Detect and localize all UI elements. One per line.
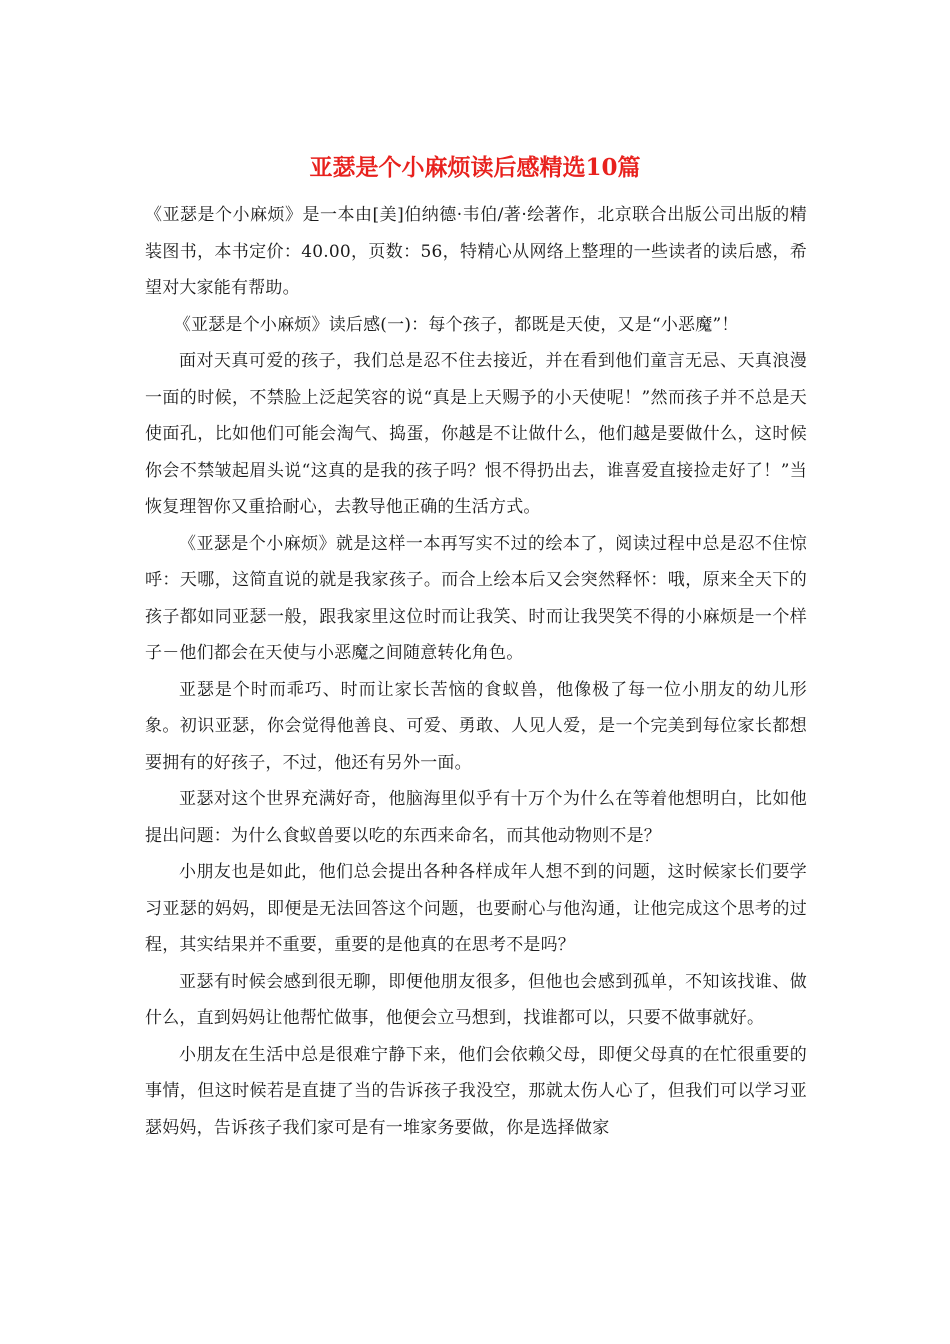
paragraph-intro: 《亚瑟是个小麻烦》是一本由[美]伯纳德·韦伯/著·绘著作，北京联合出版公司出版的精装图书，本书定价：40.00，页数：56，特精心从网络上整理的一些读者的读后感，希望对大家能有帮助。 [145,205,807,298]
document-title: 亚瑟是个小麻烦读后感精选10篇 [309,154,641,181]
paragraph: 亚瑟对这个世界充满好奇，他脑海里似乎有十万个为什么在等着他想明白，比如他提出问题：为什么食蚁兽要以吃的东西来命名，而其他动物则不是？ [145,789,807,846]
paragraph: 《亚瑟是个小麻烦》就是这样一本再写实不过的绘本了，阅读过程中总是忍不住惊呼：天哪，这简直说的就是我家孩子。而合上绘本后又会突然释怀：哦，原来全天下的孩子都如同亚瑟一般，跟我家里这位时而让我笑、时而让我哭笑不得的小麻烦是一个样子－他们都会在天使与小恶魔之间随意转化角色。 [145,533,807,663]
paragraph: 小朋友在生活中总是很难宁静下来，他们会依赖父母，即便父母真的在忙很重要的事情，但这时候若是直捷了当的告诉孩子我没空，那就太伤人心了，但我们可以学习亚瑟妈妈，告诉孩子我们家可是有一堆家务要做，你是选择做家 [145,1044,807,1138]
document-body [145,197,807,1146]
paragraph: 小朋友也是如此，他们总会提出各种各样成年人想不到的问题，这时候家长们要学习亚瑟的妈妈，即便是无法回答这个问题，也要耐心与他沟通，让他完成这个思考的过程，其实结果并不重要，重要的是他真的在思考不是吗？ [145,862,807,955]
paragraph: 面对天真可爱的孩子，我们总是忍不住去接近，并在看到他们童言无忌、天真浪漫一面的时候，不禁脸上泛起笑容的说“真是上天赐予的小天使呢！”然而孩子并不总是天使面孔，比如他们可能会淘气、捣蛋，你越是不让做什么，他们越是要做什么，这时候你会不禁皱起眉头说“这真的是我的孩子吗？恨不得扔出去，谁喜爱直接捡走好了！”当恢复理智你又重拾耐心，去教导他正确的生活方式。 [145,351,807,517]
paragraph: 亚瑟有时候会感到很无聊，即便他朋友很多，但他也会感到孤单，不知该找谁、做什么，直到妈妈让他帮忙做事，他便会立马想到，找谁都可以，只要不做事就好。 [145,971,807,1028]
paragraph: 亚瑟是个时而乖巧、时而让家长苦恼的食蚁兽，他像极了每一位小朋友的幼儿形象。初识亚瑟，你会觉得他善良、可爱、勇敢、人见人爱，是一个完美到每位家长都想要拥有的好孩子，不过，他还有另外一面。 [145,679,807,773]
section-heading: 《亚瑟是个小麻烦》读后感(一)：每个孩子，都既是天使，又是“小恶魔”！ [173,314,739,335]
